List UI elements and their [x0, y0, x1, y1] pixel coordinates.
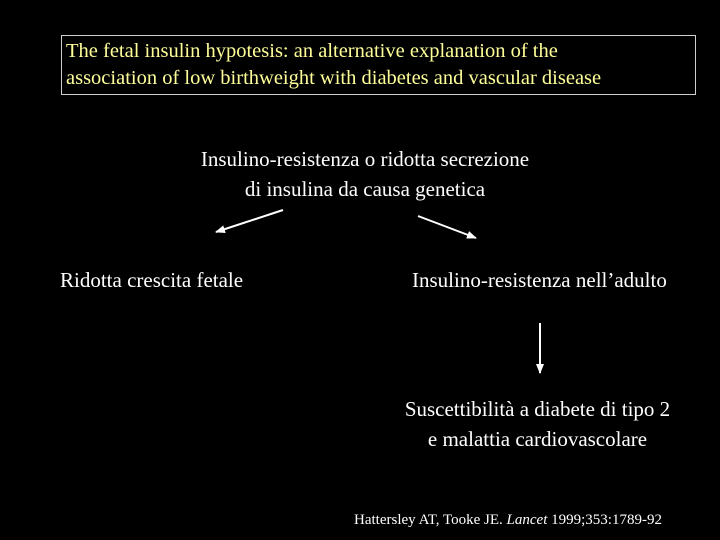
citation — [354, 512, 662, 529]
citation-details: 1999;353:1789-92 — [547, 512, 662, 528]
node-reduced-fetal-growth-label: Ridotta crescita fetale — [60, 268, 244, 292]
node-disease-susceptibility-line-1: Suscettibilità a diabete di tipo 2 — [404, 397, 671, 421]
title-line-1: The fetal insulin hypotesis: an alternative explanation of the — [66, 40, 558, 62]
title-line-2: association of low birthweight with diabetes and vascular disease — [66, 67, 602, 89]
node-genetic-cause-line-2: di insulina da causa genetica — [244, 177, 486, 201]
node-disease-susceptibility-line-2: e malattia cardiovascolare — [427, 427, 648, 451]
arrow-to-fetal-growth — [216, 210, 283, 232]
node-adult-insulin-resistance-label: Insulino-resistenza nell’adulto — [412, 268, 667, 292]
citation-authors: Hattersley AT, Tooke JE. — [354, 512, 507, 528]
node-genetic-cause-line-1: Insulino-resistenza o ridotta secrezione — [200, 147, 530, 171]
citation-journal: Lancet — [506, 512, 548, 528]
arrow-to-adult-resistance — [418, 216, 476, 238]
